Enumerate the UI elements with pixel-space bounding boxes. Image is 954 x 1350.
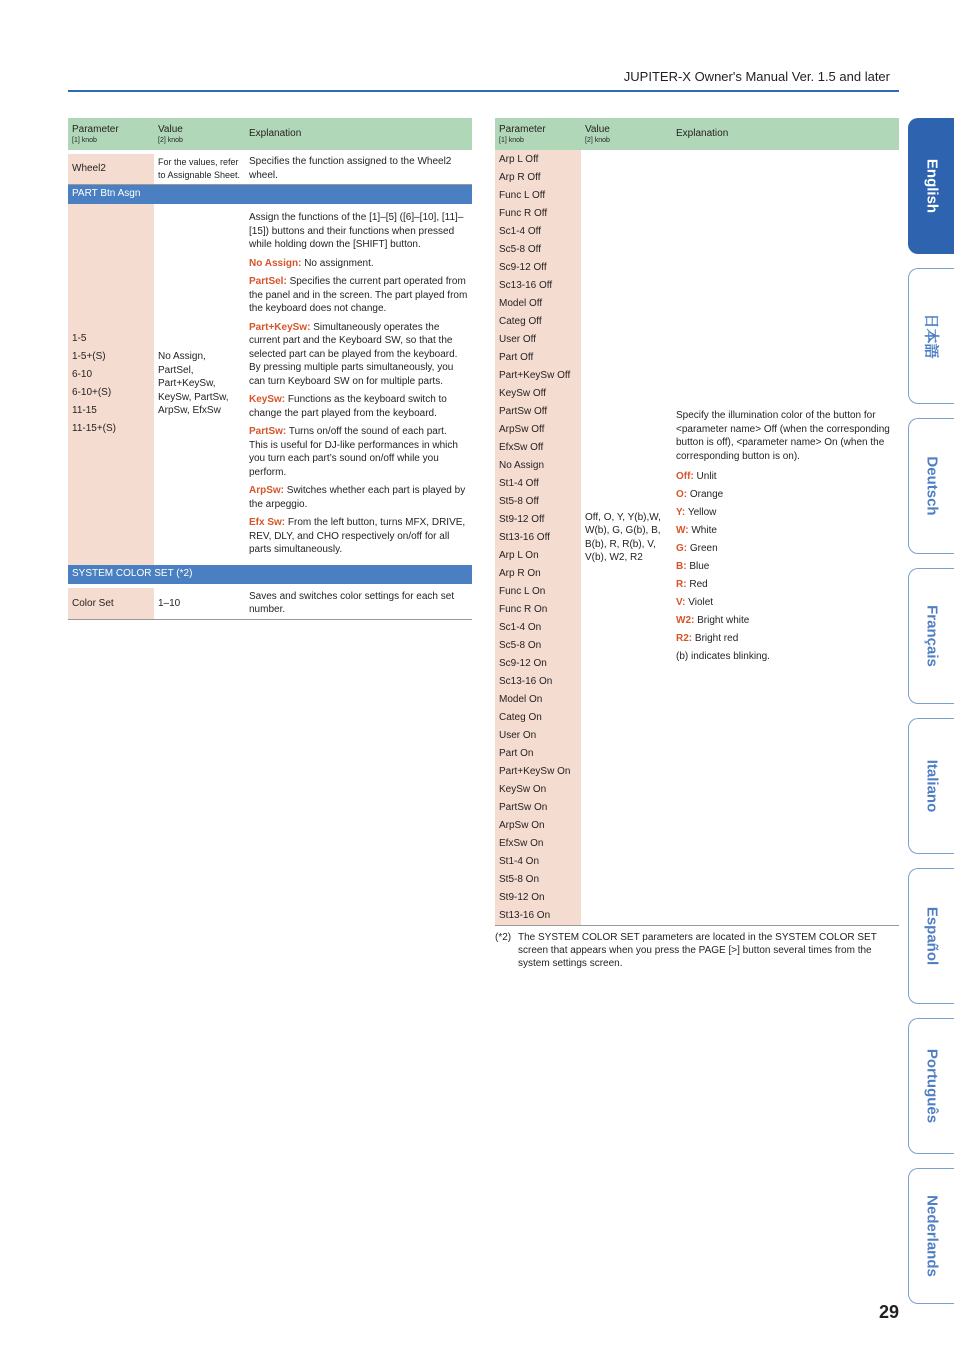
tab-nederlands[interactable]: Nederlands <box>908 1168 954 1304</box>
explanation-item: No Assign: No assignment. <box>249 257 374 269</box>
param-item: Sc13-16 On <box>499 676 553 687</box>
tab-deutsch[interactable]: Deutsch <box>908 418 954 554</box>
value-header: Value [2] knob <box>581 118 672 150</box>
value-wheel2: For the values, refer to Assignable Sheet. <box>154 154 245 184</box>
param-item: St5-8 On <box>499 874 540 885</box>
param-item: Model On <box>499 694 543 705</box>
param-item: Part On <box>499 748 534 759</box>
param-item: St1-4 On <box>499 856 540 867</box>
color-item: G: Green <box>676 543 718 554</box>
value-color-set: 1–10 <box>154 588 245 620</box>
color-item: O: Orange <box>676 489 724 500</box>
param-item: Model Off <box>499 298 543 309</box>
param-item: Sc5-8 Off <box>499 244 542 255</box>
blink-note: (b) indicates blinking. <box>676 651 770 662</box>
param-item: PartSw Off <box>499 406 548 417</box>
explanation-item: Part+KeySw: Simultaneously operates the current part and the Keyboard SW, so that the selected part can be played from the keyboard. By pressing multiple parts simultaneously, you can turn Keyboard SW on for multiple parts. <box>249 321 458 387</box>
header-rule <box>68 90 899 92</box>
tab-espanol[interactable]: Español <box>908 868 954 1004</box>
color-item: W2: Bright white <box>676 615 750 626</box>
param-item: St5-8 Off <box>499 496 539 507</box>
param-item: 1-5+(S) <box>72 351 106 362</box>
footnote-number: (*2) <box>495 932 512 943</box>
tab-italiano[interactable]: Italiano <box>908 718 954 854</box>
explanation-wheel2: Specifies the function assigned to the Wheel2 wheel. <box>245 154 472 184</box>
explanation-item: PartSw: Turns on/off the sound of each part. This is useful for DJ-like performances in which you turn each part’s sound on/off while you perform. <box>249 426 458 478</box>
color-item: Y: Yellow <box>676 507 717 518</box>
explanation-header: Explanation <box>672 118 899 150</box>
color-item: B: Blue <box>676 561 710 572</box>
param-item: Arp L Off <box>499 154 539 165</box>
right-parameter-table <box>495 118 899 926</box>
section-part-btn-asgn: PART Btn Asgn <box>68 184 472 204</box>
param-item: ArpSw Off <box>499 424 545 435</box>
param-item: Func L On <box>499 586 546 597</box>
value-header: Value [2] knob <box>154 118 245 150</box>
param-item: User On <box>499 730 537 741</box>
tab-english[interactable]: English <box>908 118 954 254</box>
table-header-row <box>495 118 899 150</box>
param-item: KeySw On <box>499 784 547 795</box>
color-item: W: White <box>676 525 717 536</box>
param-item: EfxSw On <box>499 838 544 849</box>
explanation-intro: Assign the functions of the [1]–[5] ([6]–[10], [11]–[15]) buttons and their functions when pressed while holding down the [SHIFT] button. <box>249 212 464 251</box>
table-row <box>68 154 472 184</box>
color-item: Off: Unlit <box>676 471 717 482</box>
param-item: Func L Off <box>499 190 546 201</box>
color-item: R2: Bright red <box>676 633 739 644</box>
param-item: 6-10+(S) <box>72 387 112 398</box>
param-item: 11-15+(S) <box>72 423 117 434</box>
tab-francais[interactable]: Français <box>908 568 954 704</box>
table-row <box>68 204 472 565</box>
explanation-header: Explanation <box>245 118 472 150</box>
param-item: St9-12 On <box>499 892 545 903</box>
param-item: User Off <box>499 334 537 345</box>
param-item: Sc9-12 Off <box>499 262 547 273</box>
explanation-item: PartSel: Specifies the current part operated from the panel and in the screen. The part played from the keyboard does not change. <box>249 276 468 315</box>
param-item: Sc5-8 On <box>499 640 542 651</box>
param-list-button-colors <box>495 150 581 926</box>
section-system-color-set: SYSTEM COLOR SET (*2) <box>68 565 472 584</box>
param-item: St13-16 Off <box>499 532 550 543</box>
table-row <box>68 588 472 620</box>
param-color-set: Color Set <box>68 588 154 620</box>
param-item: Part Off <box>499 352 534 363</box>
explanation-item: KeySw: Functions as the keyboard switch to change the part played from the keyboard. <box>249 394 447 419</box>
manual-title: JUPITER-X Owner's Manual Ver. 1.5 and later <box>623 69 890 84</box>
param-item: KeySw Off <box>499 388 547 399</box>
left-parameter-table <box>68 118 472 620</box>
param-list-part-btn <box>68 204 154 565</box>
param-item: EfxSw Off <box>499 442 544 453</box>
param-wheel2: Wheel2 <box>68 154 154 184</box>
explanation-color-set: Saves and switches color settings for each set number. <box>245 588 472 620</box>
param-item: Sc1-4 On <box>499 622 542 633</box>
param-item: St9-12 Off <box>499 514 545 525</box>
param-item: Sc1-4 Off <box>499 226 542 237</box>
value-part-btn: No Assign, PartSel, Part+KeySw, KeySw, PartSw, ArpSw, EfxSw <box>158 351 229 417</box>
param-item: Arp L On <box>499 550 539 561</box>
color-item: R: Red <box>676 579 708 590</box>
param-item: 11-15 <box>72 405 97 416</box>
explanation-item: Efx Sw: From the left button, turns MFX, DRIVE, REV, DLY, and CHO respectively on/off for all parts simultaneously. <box>249 517 466 556</box>
explanation-button-colors <box>672 150 899 926</box>
explanation-intro: Specify the illumination color of the button for <parameter name> Off (when the corresponding button is off), <parameter name> On (when the corresponding button is on). <box>676 410 890 462</box>
param-item: Func R On <box>499 604 548 615</box>
param-item: St1-4 Off <box>499 478 539 489</box>
param-item: ArpSw On <box>499 820 545 831</box>
param-item: St13-16 On <box>499 910 551 921</box>
tab-japanese[interactable]: 日本語 <box>908 268 954 404</box>
explanation-part-btn <box>245 204 472 565</box>
param-item: PartSw On <box>499 802 548 813</box>
parameter-header: Parameter [1] knob <box>68 118 154 150</box>
footnote <box>495 931 899 970</box>
parameter-header: Parameter [1] knob <box>495 118 581 150</box>
footnote-text: The SYSTEM COLOR SET parameters are located in the SYSTEM COLOR SET screen that appears when you press the PAGE [>] button several times from the system settings screen. <box>518 932 877 969</box>
param-item: Categ Off <box>499 316 542 327</box>
param-item: No Assign <box>499 460 545 471</box>
param-item: 6-10 <box>72 369 93 380</box>
value-button-colors: Off, O, Y, Y(b),W, W(b), G, G(b), B, B(b), R, R(b), V, V(b), W2, R2 <box>581 150 672 926</box>
param-item: Arp R Off <box>499 172 541 183</box>
table-header-row <box>68 118 472 150</box>
param-item: Func R Off <box>499 208 548 219</box>
param-item: Part+KeySw Off <box>499 370 571 381</box>
param-item: Part+KeySw On <box>499 766 571 777</box>
explanation-item: ArpSw: Switches whether each part is played by the arpeggio. <box>249 485 466 510</box>
color-item: V: Violet <box>676 597 714 608</box>
param-item: 1-5 <box>72 333 87 344</box>
table-row <box>495 150 899 926</box>
param-item: Categ On <box>499 712 542 723</box>
param-item: Arp R On <box>499 568 541 579</box>
page-number: 29 <box>878 1302 899 1322</box>
tab-portugues[interactable]: Português <box>908 1018 954 1154</box>
param-item: Sc9-12 On <box>499 658 547 669</box>
param-item: Sc13-16 Off <box>499 280 553 291</box>
